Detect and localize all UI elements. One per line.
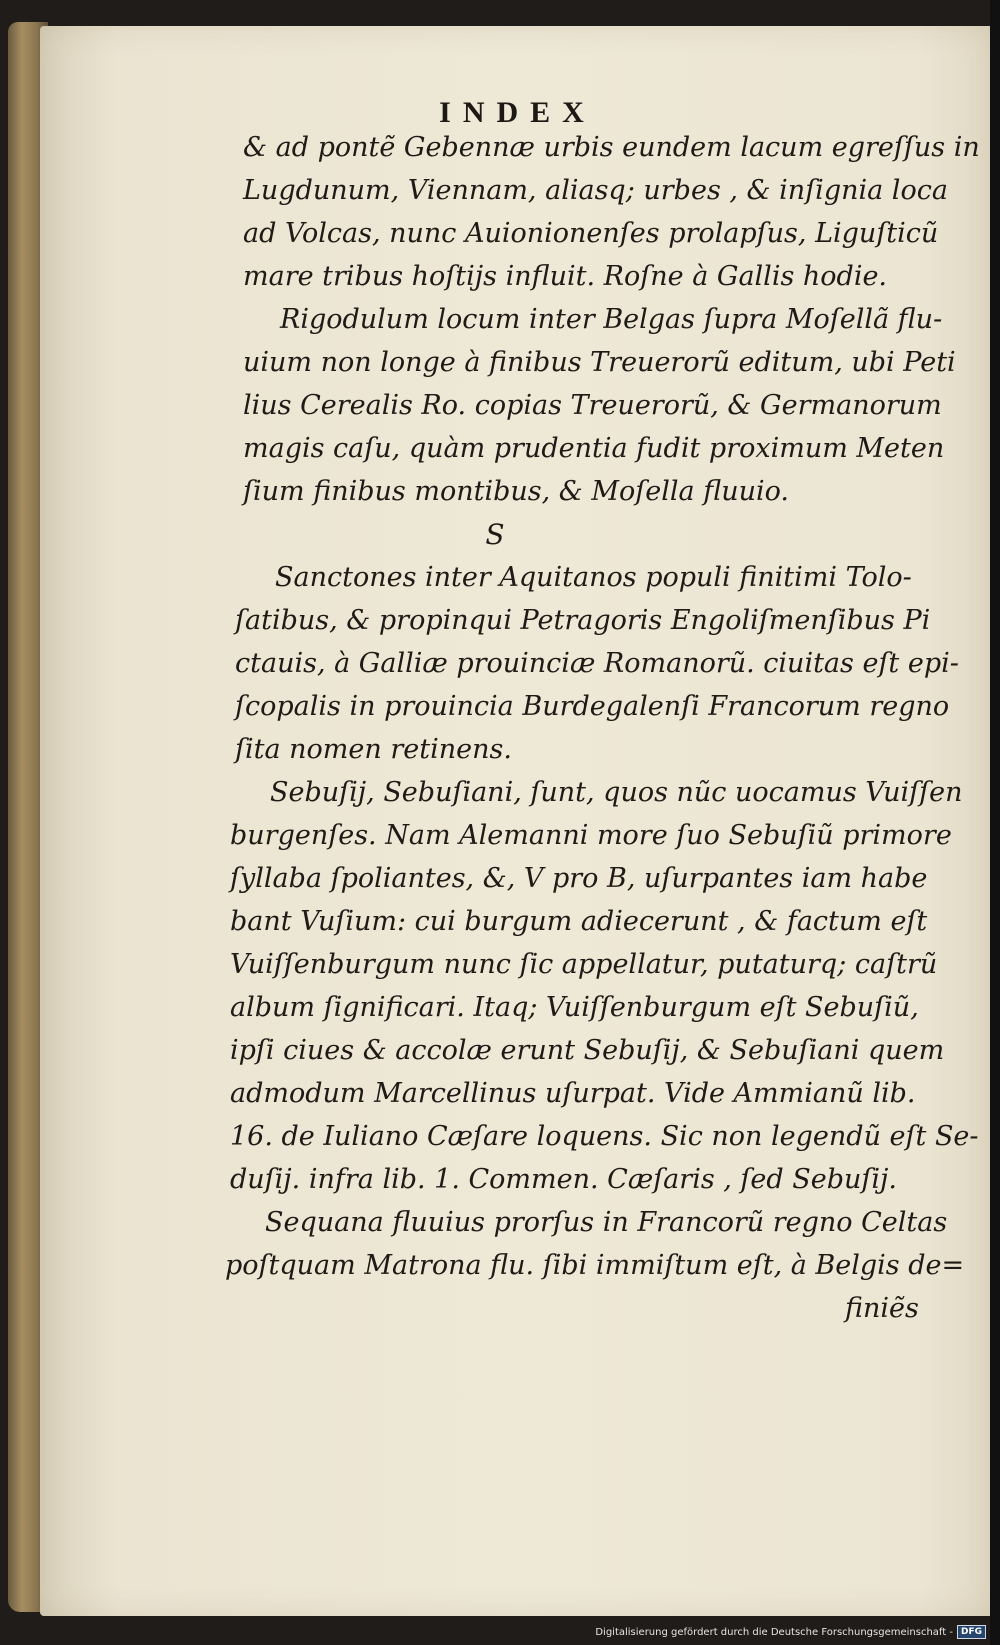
text-line: ſyllaba ſpoliantes, &, V pro B, uſurpantes iam habe [230,863,928,894]
text-line: ſatibus, & propinqui Petragoris Engoliſmenſibus Pi [235,605,931,636]
scan-right-border [990,0,1000,1645]
dfg-logo: DFG [957,1625,986,1639]
text-line: ctauis, à Galliæ prouinciæ Romanorũ. ciuitas eſt epi- [235,648,959,679]
text-line: mare tribus hoſtijs influit. Roſne à Gallis hodie. [243,261,888,292]
text-line: poſtquam Matrona flu. ſibi immiſtum eſt, à Belgis de= [225,1250,965,1281]
text-line: ipſi ciues & accolæ erunt Sebuſij, & Sebuſiani quem [230,1035,945,1066]
text-line: admodum Marcellinus uſurpat. Vide Ammianũ lib. [230,1078,916,1109]
text-line: bant Vuſium: cui burgum adiecerunt , & factum eſt [230,906,928,937]
section-letter: S [485,518,505,551]
text-line: & ad pontẽ Gebennæ urbis eundem lacum egreſſus in [243,132,980,163]
text-line: ad Volcas, nunc Auionionenſes prolapſus, Liguſticũ [243,218,939,249]
text-line: lius Cerealis Ro. copias Treuerorũ, & Germanorum [243,390,942,421]
text-line: duſij. infra lib. 1. Commen. Cæſaris , ſed Sebuſij. [230,1164,897,1195]
text-line: ſita nomen retinens. [235,734,512,765]
text-line: album ſignificari. Itaq; Vuiſſenburgum eſt Sebuſiũ, [230,992,919,1023]
text-line: Rigodulum locum inter Belgas ſupra Moſellã flu- [280,304,943,335]
text-line: ſcopalis in prouincia Burdegalenſi Francorum regno [235,691,950,722]
catchword: finiẽs [845,1293,919,1324]
text-line: Sebuſij, Sebuſiani, ſunt, quos nũc uocamus Vuiſſen [270,777,963,808]
text-line: magis caſu, quàm prudentia fudit proximum Meten [243,433,945,464]
page-header: INDEX [439,96,596,129]
text-line: ſium finibus montibus, & Moſella fluuio. [243,476,789,507]
text-line: 16. de Iuliano Cæſare loquens. Sic non legendũ eſt Se- [230,1121,979,1152]
text-line: Sanctones inter Aquitanos populi finitimi Tolo- [275,562,912,593]
text-line: uium non longe à finibus Treuerorũ editum, ubi Peti [243,347,956,378]
text-line: burgenſes. Nam Alemanni more ſuo Sebuſiũ primore [230,820,952,851]
footer-credit-text: Digitalisierung gefördert durch die Deutsche Forschungsgemeinschaft - [595,1626,953,1638]
text-line: Sequana fluuius prorſus in Francorũ regno Celtas [265,1207,948,1238]
text-line: Vuiſſenburgum nunc ſic appellatur, putaturq; caſtrũ [230,949,938,980]
text-line: Lugdunum, Viennam, aliasq; urbes , & inſignia loca [243,175,948,206]
page-text [185,126,980,1330]
footer-credit [591,1623,990,1641]
